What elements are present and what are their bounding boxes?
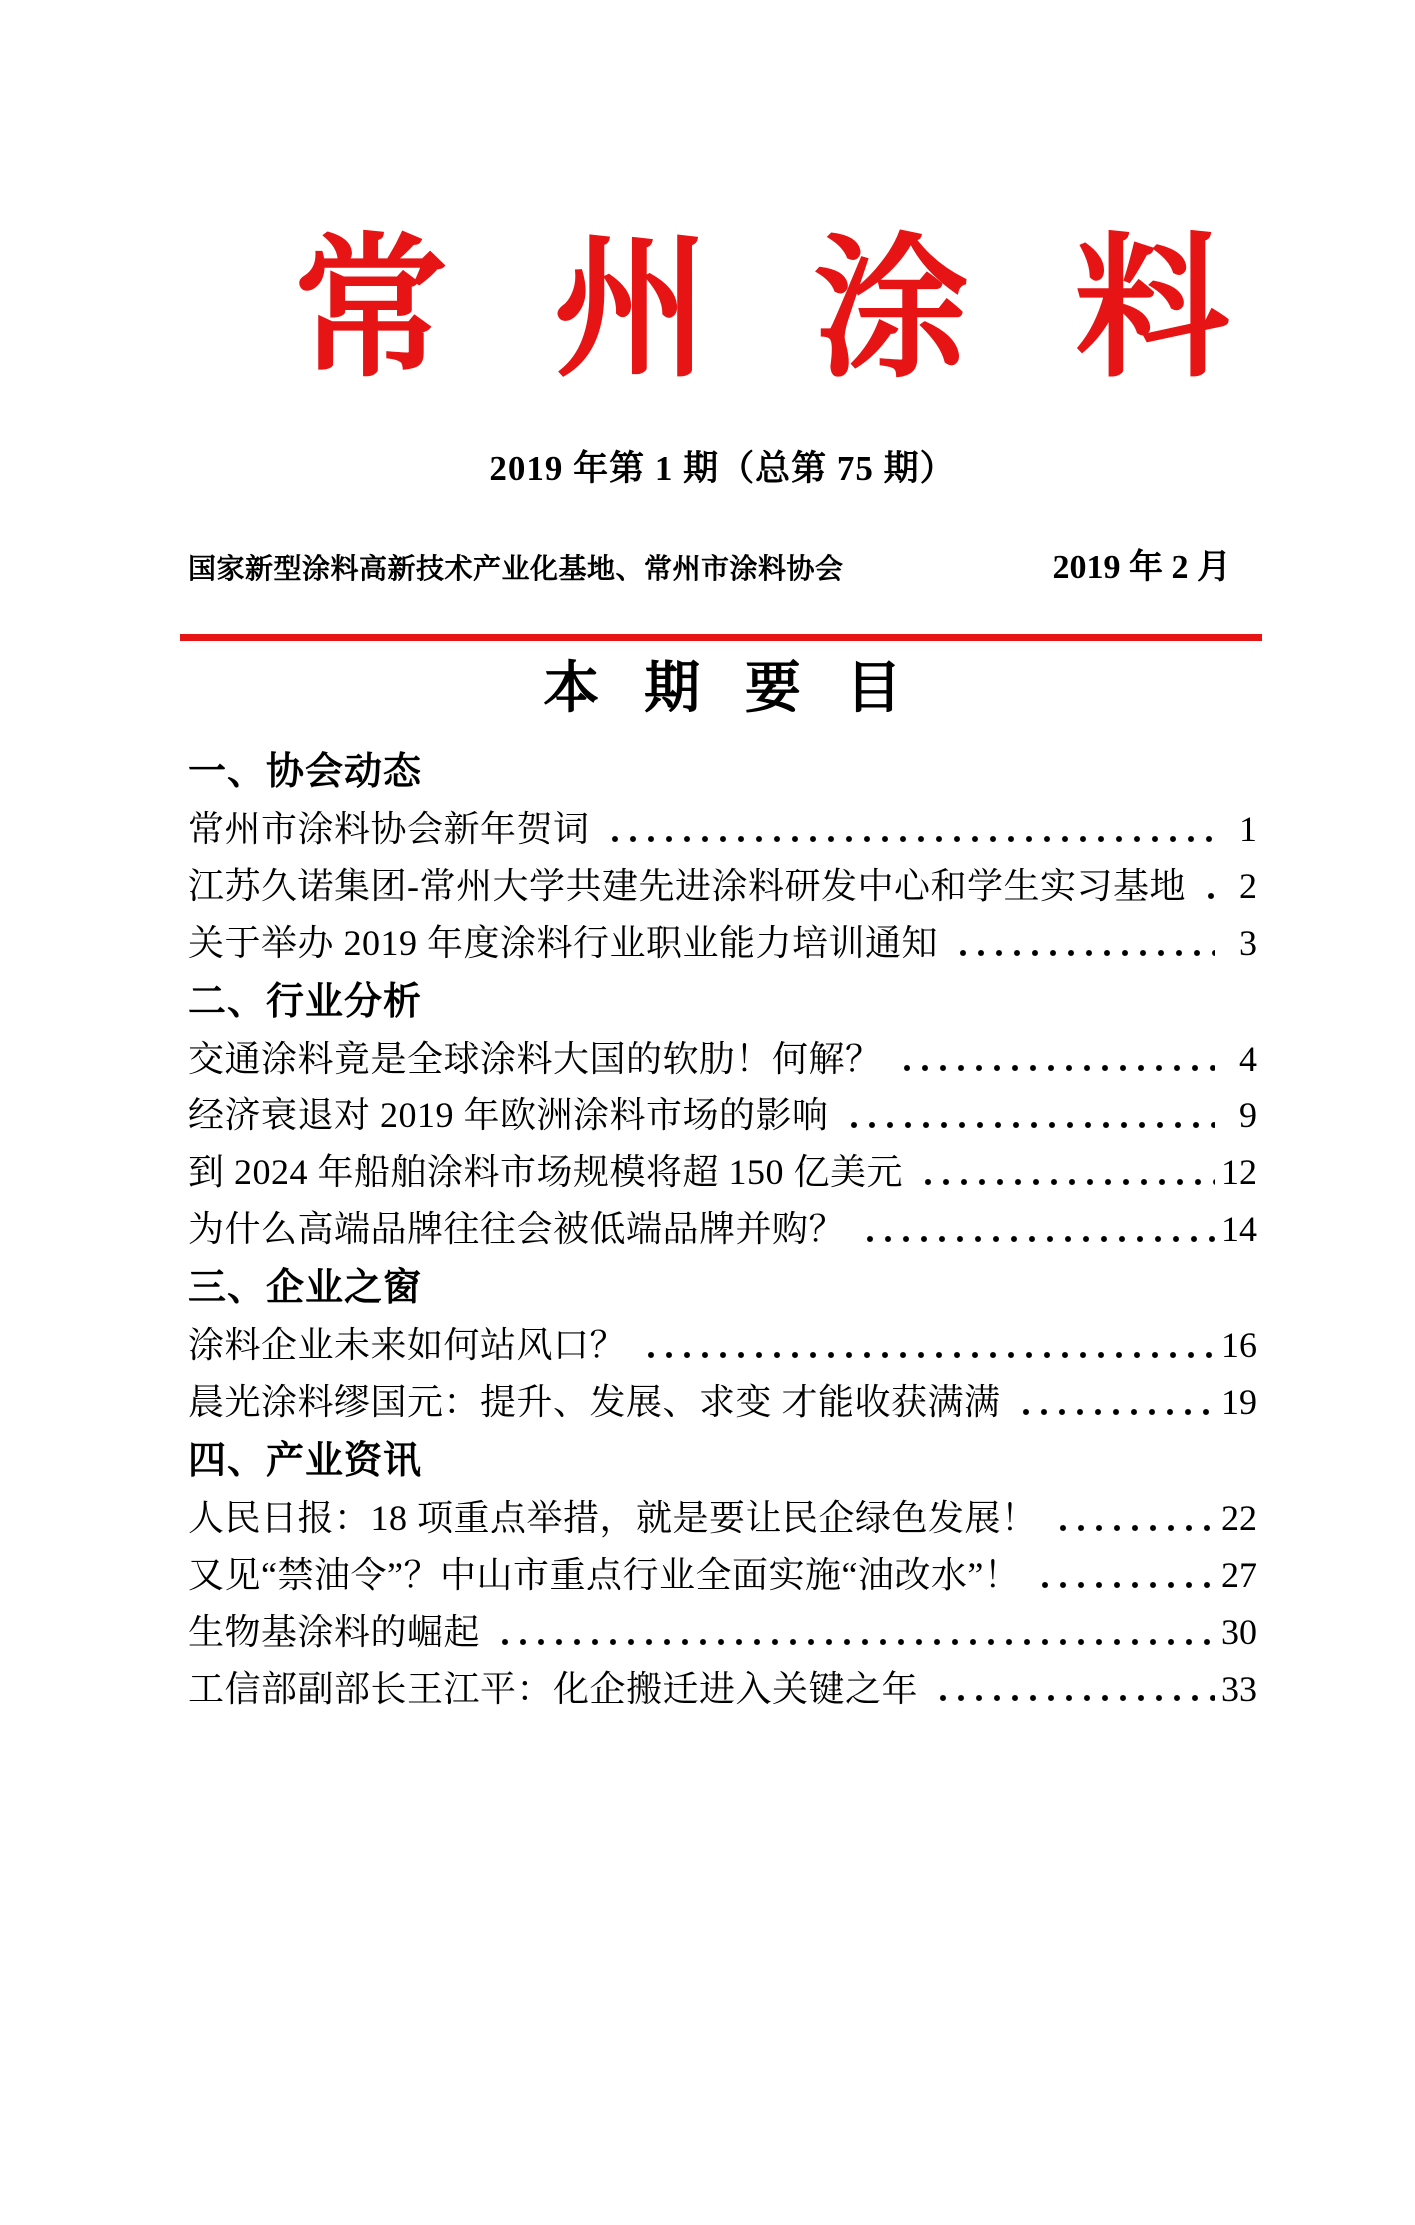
dot-leader	[1050, 1504, 1215, 1538]
toc-entry-page: 33	[1221, 1668, 1257, 1709]
toc-entry	[188, 1326, 1257, 1365]
dot-leader	[894, 1044, 1215, 1078]
toc-entry	[188, 1556, 1257, 1595]
publisher-name: 国家新型涂料高新技术产业化基地、常州市涂料协会	[188, 551, 844, 585]
dot-leader	[950, 929, 1215, 963]
toc-entry-title: 经济衰退对 2019 年欧洲涂料市场的影响	[188, 1095, 829, 1136]
dot-leader	[1013, 1388, 1215, 1422]
toc-entry-page: 9	[1239, 1095, 1257, 1136]
toc-entry	[188, 867, 1257, 906]
toc-section-heading: 三、企业之窗	[188, 1265, 423, 1310]
toc-entry	[188, 1613, 1257, 1652]
document-page	[0, 225, 1415, 2225]
toc-entry-title: 生物基涂料的崛起	[188, 1611, 481, 1652]
toc-entry-page: 16	[1221, 1325, 1257, 1366]
toc-entry	[188, 810, 1257, 849]
toc-entry	[188, 924, 1257, 963]
toc-entry-title: 涂料企业未来如何站风口？	[188, 1325, 627, 1366]
toc-entry-title: 常州市涂料协会新年贺词	[188, 808, 590, 849]
toc-entry	[188, 1670, 1257, 1709]
toc-entry-page: 2	[1239, 865, 1257, 906]
toc-entry-page: 19	[1221, 1381, 1257, 1422]
issue-date: 2019 年 2 月	[1052, 548, 1231, 586]
toc-entry-page: 12	[1221, 1152, 1257, 1193]
dot-leader	[602, 815, 1215, 849]
publisher-row	[188, 539, 1257, 588]
toc-entry-page: 22	[1221, 1497, 1257, 1538]
toc-entry-page: 3	[1239, 922, 1257, 963]
toc-section-heading: 四、产业资讯	[188, 1437, 423, 1482]
toc-entry	[188, 1153, 1257, 1192]
toc-entry-title: 江苏久诺集团-常州大学共建先进涂料研发中心和学生实习基地	[188, 865, 1186, 906]
toc-entry-title: 晨光涂料缪国元：提升、发展、求变 才能收获满满	[188, 1381, 1001, 1422]
toc-entry-title: 工信部副部长王江平：化企搬迁进入关键之年	[188, 1668, 919, 1709]
toc-entry-page: 30	[1221, 1611, 1257, 1652]
toc-entry	[188, 1096, 1257, 1135]
toc-entry-title: 关于举办 2019 年度涂料行业职业能力培训通知	[188, 922, 939, 963]
toc-entry-page: 1	[1239, 808, 1257, 849]
toc-entry-title: 又见“禁油令”？中山市重点行业全面实施“油改水”！	[188, 1554, 1021, 1595]
toc-entry	[188, 1499, 1257, 1538]
dot-leader	[930, 1674, 1215, 1708]
toc-entry-title: 人民日报：18 项重点举措，就是要让民企绿色发展！	[188, 1497, 1038, 1538]
toc-entry-page: 4	[1239, 1038, 1257, 1079]
toc-entry-title: 为什么高端品牌往往会被低端品牌并购？	[188, 1209, 846, 1250]
dot-leader	[915, 1158, 1215, 1192]
dot-leader	[1198, 872, 1215, 906]
table-of-contents	[188, 748, 1257, 1709]
toc-section-heading: 一、协会动态	[188, 748, 423, 793]
dot-leader	[841, 1101, 1215, 1135]
toc-entry	[188, 1383, 1257, 1422]
dot-leader	[638, 1331, 1215, 1365]
toc-entry-page: 14	[1221, 1209, 1257, 1250]
toc-entry	[188, 1210, 1257, 1249]
toc-section-heading: 二、行业分析	[188, 978, 423, 1023]
toc-entry-title: 到 2024 年船舶涂料市场规模将超 150 亿美元	[188, 1152, 904, 1193]
issue-number-line: 2019 年第 1 期（总第 75 期）	[489, 448, 956, 488]
toc-entry-title: 交通涂料竟是全球涂料大国的软肋！何解？	[188, 1038, 882, 1079]
dot-leader	[1032, 1561, 1215, 1595]
toc-entry	[188, 1040, 1257, 1079]
dot-leader	[492, 1618, 1215, 1652]
red-divider	[180, 634, 1262, 641]
publication-title: 常州涂料	[293, 224, 1335, 396]
toc-heading: 本期要目	[543, 655, 947, 721]
dot-leader	[857, 1215, 1215, 1249]
toc-entry-page: 27	[1221, 1554, 1257, 1595]
